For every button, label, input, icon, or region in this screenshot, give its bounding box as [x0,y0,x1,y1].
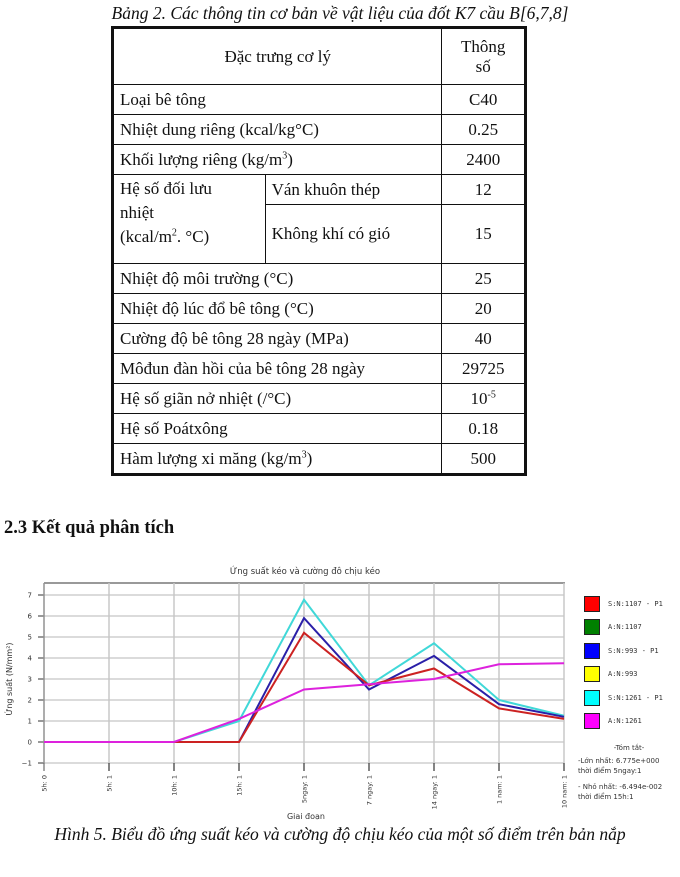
legend-label: A:N:993 [608,670,638,679]
table-row [113,175,526,205]
legend-item [584,686,680,710]
table-row [113,324,526,354]
legend-swatch-icon [584,690,600,706]
y-tick-label: 7 [27,591,32,600]
table-row [113,145,526,175]
legend-label: S:N:1107 - P1 [608,599,663,608]
legend-swatch-icon [584,619,600,635]
legend-label: S:N:993 - P1 [608,646,659,655]
summary-min: - Nhỏ nhất: -6.494e-002 [578,783,663,791]
property-value: 40 [442,324,526,354]
property-value: $10^{-5}$ [442,384,526,414]
property-label: Nhiệt độ lúc đổ bê tông (°C) [113,294,442,324]
chart-title: Ứng suất kéo và cường đô chịu kéo [229,567,381,577]
property-value: 0.25 [442,115,526,145]
x-axis-label: Giai đoạn [286,812,326,820]
legend-item [584,639,680,663]
x-tick-label: 1 nam: 1 [495,775,504,805]
table-row [113,384,526,414]
stress-line-chart [0,575,580,820]
table-caption: Bảng 2. Các thông tin cơ bản về vật liệu của đốt K7 cầu B[6,7,8] [111,3,569,23]
y-axis-label: Ứng suất (N/mm²) [5,642,14,716]
group-label: Hệ số đối lưu nhiệt ($kcal/m^2$. °C) [113,175,266,264]
x-tick-label: 5h: 1 [105,775,114,792]
x-tick-label: 5ngay: 1 [300,775,309,804]
table-row [113,444,526,475]
x-tick-label: 14 ngay: 1 [430,775,439,810]
table-row [113,354,526,384]
legend-swatch-icon [584,643,600,659]
summary-max: -Lớn nhất: 6.775e+000 [578,757,660,765]
property-label: Hệ số Poátxông [113,414,442,444]
legend-item [584,592,680,616]
legend-label: S:N:1261 - P1 [608,693,663,702]
header-value: Thông số [442,28,526,85]
x-tick-label: 10 nam: 1 [560,775,569,809]
summary-min-time: thời điểm 15h:1 [578,793,634,801]
table-row [113,115,526,145]
property-value: 15 [442,205,526,264]
property-value: 12 [442,175,526,205]
section-heading: 2.3 Kết quả phân tích [4,518,175,538]
x-tick-label: 7 ngay: 1 [365,775,374,806]
property-value: 0.18 [442,414,526,444]
property-label: Khối lượng riêng $(kg/m^3)$ [113,145,442,175]
summary-title: -Tóm tắt- [613,744,645,752]
property-label: Cường độ bê tông 28 ngày (MPa) [113,324,442,354]
table-row [113,264,526,294]
table-row [113,414,526,444]
property-value: 29725 [442,354,526,384]
legend-item [584,616,680,640]
x-tick-label: 15h: 1 [235,775,244,796]
property-value: 25 [442,264,526,294]
property-label: Nhiệt độ môi trường (°C) [113,264,442,294]
legend-label: A:N:1107 [608,623,642,632]
property-label: Hệ số giãn nở nhiệt (/°C) [113,384,442,414]
property-value: 500 [442,444,526,475]
header-property: Đặc trưng cơ lý [113,28,442,85]
figure-caption: Hình 5. Biểu đồ ứng suất kéo và cường độ chịu kéo của một số điểm trên bản nắp [54,824,626,844]
y-tick-label: 6 [27,612,32,621]
y-tick-label: 2 [27,696,32,705]
property-value: C40 [442,85,526,115]
y-tick-label: 4 [27,654,32,663]
chart-summary [578,743,680,802]
sub-property-label: Không khí có gió [265,205,442,264]
property-value: 20 [442,294,526,324]
x-tick-label: 5h: 0 [40,775,49,792]
summary-max-time: thời điểm 5ngay:1 [578,767,642,775]
table-row [113,85,526,115]
legend-swatch-icon [584,713,600,729]
legend-swatch-icon [584,666,600,682]
y-tick-label: −1 [21,759,32,768]
sub-property-label: Ván khuôn thép [265,175,442,205]
legend-item [584,663,680,687]
y-tick-label: 0 [27,738,32,747]
property-label: Môđun đàn hồi của bê tông 28 ngày [113,354,442,384]
legend-item [584,710,680,734]
chart-legend [584,592,680,733]
y-tick-label: 5 [27,633,32,642]
property-label: Nhiệt dung riêng (kcal/kg°C) [113,115,442,145]
property-label: Loại bê tông [113,85,442,115]
x-tick-label: 10h: 1 [170,775,179,796]
y-tick-label: 1 [27,717,32,726]
table-header-row [113,28,526,85]
y-tick-label: 3 [27,675,32,684]
legend-label: A:N:1261 [608,717,642,726]
legend-swatch-icon [584,596,600,612]
property-label: Hàm lượng xi măng $(kg/m^3)$ [113,444,442,475]
table-row [113,294,526,324]
material-properties-table [111,26,527,476]
property-value: 2400 [442,145,526,175]
